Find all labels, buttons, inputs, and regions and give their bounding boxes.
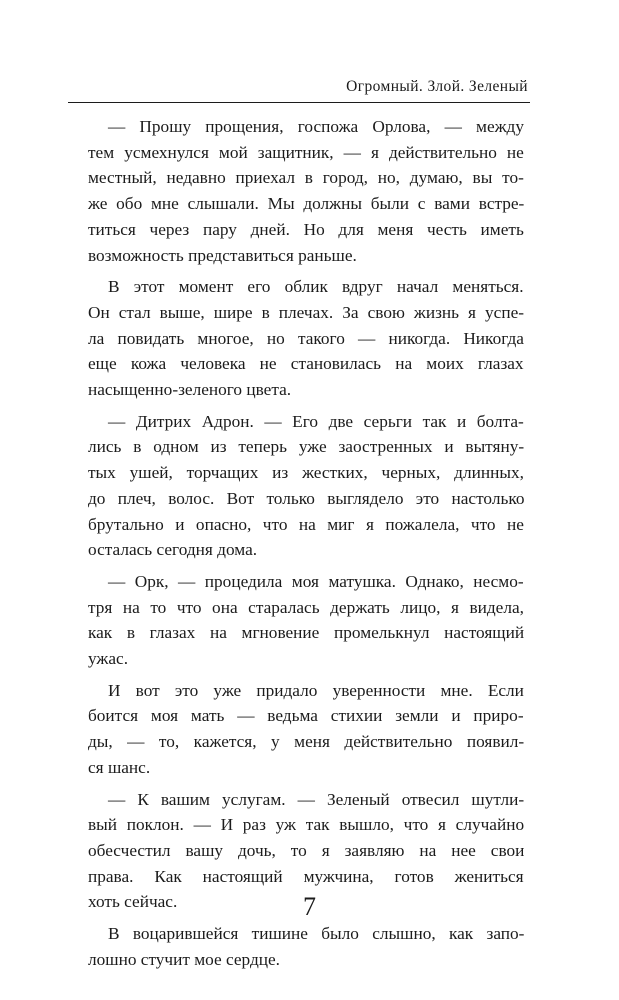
- running-header: [68, 74, 530, 103]
- text-line: — Прошу прощения, госпожа Орлова, — между: [108, 117, 524, 136]
- paragraph-7: [88, 921, 524, 972]
- text-line: ла повидать многое, но такого — никогда. Никогда: [88, 328, 524, 348]
- text-line: же обо мне слышали. Мы должны были с вами встре-: [88, 194, 525, 214]
- paragraph-4: [88, 569, 524, 672]
- text-line: насыщенно-зеленого цвета.: [88, 380, 292, 400]
- text-line: осталась сегодня дома.: [88, 540, 258, 560]
- text-line: В воцарившейся тишине было слышно, как запо-: [108, 924, 525, 944]
- text-line: В этот момент его облик вдруг начал меняться.: [108, 277, 524, 297]
- paragraph-2: [88, 274, 524, 403]
- text-line: — Дитрих Адрон. — Его две серьги так и болта-: [108, 411, 524, 431]
- text-line: ды, — то, кажется, у меня действительно появил-: [88, 732, 525, 752]
- text-line: И вот это уже придало уверенности мне. Если: [108, 680, 524, 700]
- text-line: боится моя мать — ведьма стихии земли и приро-: [88, 706, 524, 726]
- text-line: как в глазах на мгновение промелькнул настоящий: [88, 623, 525, 643]
- page-number: 7: [303, 892, 316, 921]
- paragraph-3: [88, 409, 524, 563]
- text-line: права. Как настоящий мужчина, готов жениться: [88, 866, 524, 886]
- text-line: ся шанс.: [88, 757, 151, 777]
- text-line: лошно стучит мое сердце.: [88, 949, 281, 969]
- text-line: — Орк, — процедила моя матушка. Однако, несмо-: [108, 571, 524, 591]
- text-body: [88, 114, 524, 973]
- text-line: — К вашим услугам. — Зеленый отвесил шутли-: [108, 789, 525, 809]
- text-line: до плеч, волос. Вот только выглядело это настолько: [88, 488, 525, 508]
- text-line: еще кожа человека не становилась на моих глазах: [88, 354, 524, 374]
- text-line: вый поклон. — И раз уж так вышло, что я случайно: [88, 815, 525, 835]
- text-line: тем усмехнулся мой защитник, — я действительно не: [88, 142, 524, 162]
- text-line: возможность представиться раньше.: [88, 245, 357, 265]
- running-header-title: Огромный. Злой. Зеленый: [346, 78, 528, 95]
- text-line: брутально и опасно, что на миг я пожалела, что не: [88, 514, 524, 534]
- text-line: тря на то что она старалась держать лицо, я видела,: [88, 597, 524, 617]
- text-line: ужас.: [88, 649, 129, 669]
- paragraph-1: [88, 114, 524, 268]
- text-line: Он стал выше, шире в плечах. За свою жизнь я успе-: [88, 302, 525, 322]
- text-line: обесчестил вашу дочь, то я заявляю на нее свои: [88, 840, 525, 860]
- paragraph-5: [88, 678, 524, 781]
- text-line: лись в одном из теперь уже заостренных и вытяну-: [88, 437, 525, 457]
- text-line: тых ушей, торчащих из жестких, черных, длинных,: [88, 463, 524, 483]
- text-line: титься через пару дней. Но для меня честь иметь: [88, 219, 524, 239]
- text-line: местный, недавно приехал в город, но, думаю, вы то-: [88, 168, 524, 188]
- text-line: хоть сейчас.: [88, 892, 178, 912]
